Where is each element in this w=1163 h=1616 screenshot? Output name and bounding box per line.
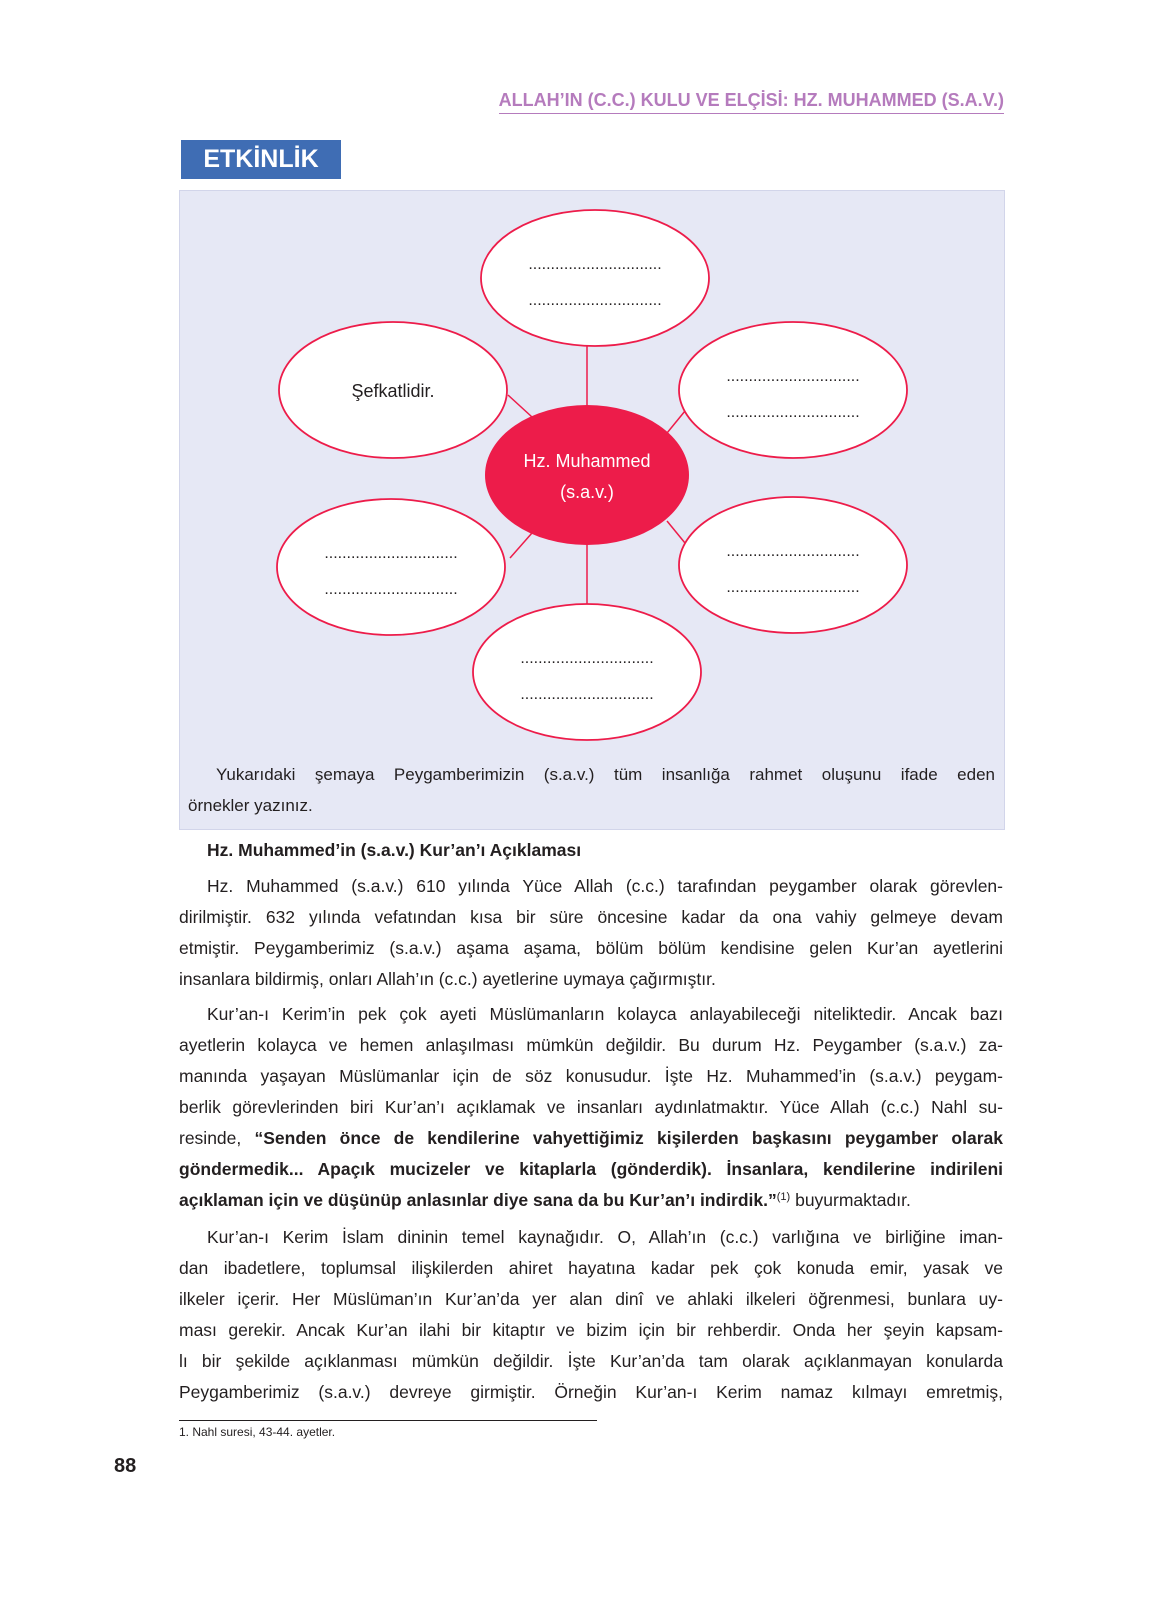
blank-line[interactable]: .............................. <box>324 545 458 562</box>
blank-line[interactable]: .............................. <box>528 256 662 273</box>
text-line: Kur’an-ı Kerim’in pek çok ayeti Müslümanların kolayca anlayabileceği niteliktedir. Ancak bazı <box>207 1004 1003 1024</box>
section-title-row <box>179 835 1004 866</box>
blank-line[interactable]: .............................. <box>726 404 860 421</box>
text-line: dirilmiştir. 632 yılında vefatından kısa bir süre öncesine kadar da ona vahiy gelmeye devam <box>179 907 1003 927</box>
quote-outro: buyurmaktadır. <box>790 1190 911 1210</box>
center-label: (s.a.v.) <box>560 482 614 502</box>
center-label: Hz. Muhammed <box>523 451 651 471</box>
paragraph-3 <box>179 1222 1004 1408</box>
quote-intro: resinde, <box>179 1128 255 1148</box>
text-line: Yukarıdaki şemaya Peygamberimizin (s.a.v.) tüm insanlığa rahmet oluşunu ifade eden <box>216 765 995 784</box>
text-line <box>179 1185 1004 1216</box>
text-line: lı bir şekilde açıklanması mümkün değildir. İşte Kur’an’da tam olarak açıklanmayan konularda <box>179 1351 1003 1371</box>
bubble-top <box>481 210 709 346</box>
blank-line[interactable]: .............................. <box>528 292 662 309</box>
blank-line[interactable]: .............................. <box>520 650 654 667</box>
activity-instruction <box>188 759 996 821</box>
text-line: Hz. Muhammed (s.a.v.) 610 yılında Yüce Allah (c.c.) tarafından peygamber olarak görevlen- <box>207 876 1003 896</box>
text-line: berlik görevlerinden biri Kur’an’ı açıklamak ve insanları aydınlatmaktır. Yüce Allah (c.c.) Nahl su- <box>179 1097 1003 1117</box>
page-number: 88 <box>114 1455 137 1477</box>
text-line: ilkeler içerir. Her Müslüman’ın Kur’an’da yer alan dinî ve ahlaki ilkeleri öğrenmesi, bunlara uy- <box>179 1289 1003 1309</box>
paragraph-2 <box>179 999 1004 1216</box>
footnote: 1. Nahl suresi, 43-44. ayetler. <box>179 1425 336 1439</box>
connector-line <box>510 533 532 558</box>
paragraph-1 <box>179 871 1004 995</box>
text-line: Kur’an-ı Kerim İslam dininin temel kaynağıdır. O, Allah’ın (c.c.) varlığına ve birliğine iman- <box>207 1227 1003 1247</box>
text-line: manında yaşayan Müslümanlar için de söz konusudur. İşte Hz. Muhammed’in (s.a.v.) peygam- <box>179 1066 1003 1086</box>
text-line: Peygamberimiz (s.a.v.) devreye girmiştir. Örneğin Kur’an-ı Kerim namaz kılmayı emretmiş, <box>179 1382 1003 1402</box>
text-line: ması gerekir. Ancak Kur’an ilahi bir kitaptır ve bizim için bir rehberdir. Onda her şeyin kapsam- <box>179 1320 1003 1340</box>
blank-line[interactable]: .............................. <box>726 579 860 596</box>
text-line: insanlara bildirmiş, onları Allah’ın (c.c.) ayetlerine uymaya çağırmıştır. <box>179 969 716 989</box>
bubble-bottom <box>473 604 701 740</box>
text-line <box>179 1154 1004 1185</box>
mind-map-diagram <box>180 191 1004 751</box>
blank-line[interactable]: .............................. <box>726 368 860 385</box>
activity-label: ETKİNLİK <box>181 140 341 179</box>
activity-box <box>179 190 1005 830</box>
text-line: örnekler yazınız. <box>188 796 313 815</box>
bubble-left-bottom <box>277 499 505 635</box>
connector-line <box>667 411 685 433</box>
section-title: Hz. Muhammed’in (s.a.v.) Kur’an’ı Açıklaması <box>207 840 582 860</box>
footnote-divider <box>179 1420 597 1421</box>
bubble-right-top <box>679 322 907 458</box>
connector-line <box>667 521 685 543</box>
text-line: dan ibadetlere, toplumsal ilişkilerden ahiret hayatına kadar pek çok konuda emir, yasak ve <box>179 1258 1003 1278</box>
quote: açıklaman için ve düşünüp anlasınlar diye sana da bu Kur’an’ı indirdik.” <box>179 1190 777 1210</box>
quote: “Senden önce de kendilerine vahyettiğimiz kişilerden başkasını peygamber olarak <box>254 1128 1003 1148</box>
example-answer: Şefkatlidir. <box>351 381 435 401</box>
connector-line <box>508 395 532 417</box>
running-title: ALLAH’IN (C.C.) KULU VE ELÇİSİ: HZ. MUHAMMED (S.A.V.) <box>499 90 1004 114</box>
center-bubble <box>485 405 689 545</box>
blank-line[interactable]: .............................. <box>726 543 860 560</box>
text-line: ayetlerin kolayca ve hemen anlaşılması mümkün değildir. Bu durum Hz. Peygamber (s.a.v.) za- <box>179 1035 1003 1055</box>
quote: göndermedik... Apaçık mucizeler ve kitaplarla (gönderdik). İnsanlara, kendilerine indirileni <box>179 1159 1003 1179</box>
bubble-right-bottom <box>679 497 907 633</box>
footnote-ref[interactable]: (1) <box>776 1191 791 1203</box>
blank-line[interactable]: .............................. <box>324 581 458 598</box>
blank-line[interactable]: .............................. <box>520 686 654 703</box>
text-line <box>179 1123 1004 1154</box>
text-line: etmiştir. Peygamberimiz (s.a.v.) aşama aşama, bölüm bölüm kendisine gelen Kur’an ayetlerini <box>179 938 1003 958</box>
